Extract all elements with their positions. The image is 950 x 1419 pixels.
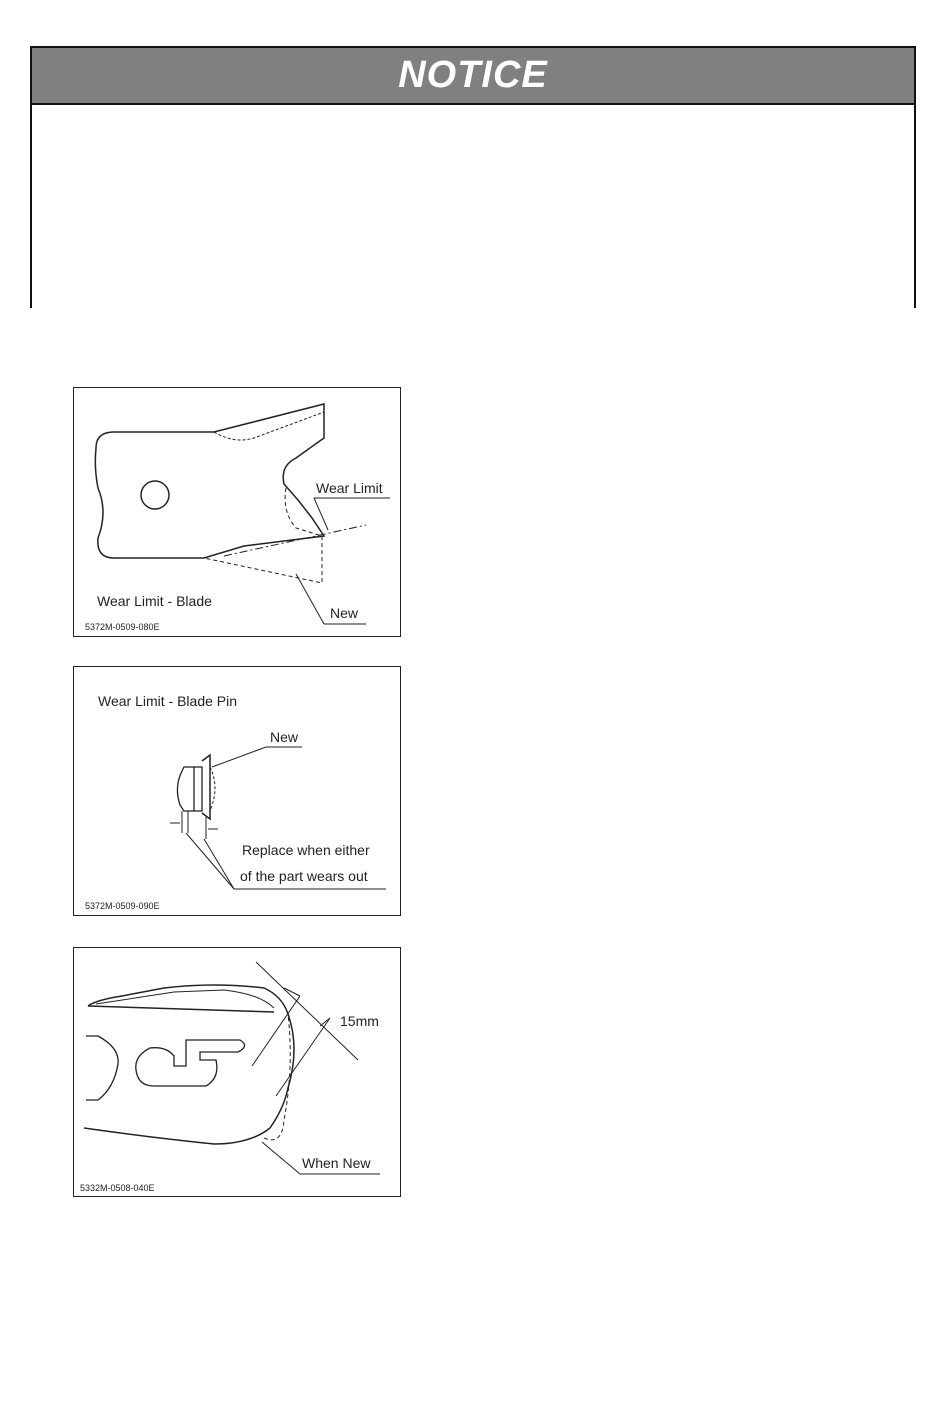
figure-code: 5372M-0509-090E [85,901,160,911]
bar-worn-nose [270,1088,288,1128]
label-wear-limit: Wear Limit [316,480,383,496]
label-new: New [330,605,359,621]
new-leader [212,747,266,767]
replace-leader-2 [204,839,234,889]
figure-blade-pin-wear-limit [73,666,401,916]
dim-line-outer [256,962,358,1060]
label-new: New [270,729,299,745]
figure-bar-wear [73,947,401,1197]
figure-code: 5372M-0509-080E [85,622,160,632]
blade-hole [141,481,169,509]
bar-left-cutout [86,1036,118,1100]
notice-box [30,46,916,308]
new-outline-dashed [204,488,322,583]
pin-head [177,767,194,811]
new-leader [296,574,324,624]
blade-diagram [74,388,402,638]
figure-code: 5332M-0508-040E [80,1183,155,1193]
replace-leader-1 [186,833,234,889]
bar-top-inner [96,990,274,1008]
bar-slot [136,1040,245,1086]
figure-blade-wear-limit [73,387,401,637]
pin-washer [202,755,210,819]
dim-arrow-1 [284,988,300,996]
label-dimension: 15mm [340,1013,379,1029]
figure-caption: Wear Limit - Blade Pin [98,693,238,709]
blade-outline [95,404,324,558]
wear-line-top [214,412,324,440]
label-when-new: When New [302,1155,371,1171]
blade-pin-diagram [74,667,402,917]
label-replace-line2: of the part wears out [240,868,368,884]
dim-ext-1 [276,1018,330,1096]
wear-limit-centerline [224,525,366,556]
bar-diagram [74,948,402,1198]
when-new-leader [262,1142,300,1174]
notice-title: NOTICE [398,54,548,96]
pin-shank [194,767,202,811]
notice-header [32,48,914,105]
figure-caption: Wear Limit - Blade [97,593,212,609]
bar-bottom-edge [84,1128,270,1144]
label-replace-line1: Replace when either [242,842,370,858]
bar-new-outline [264,1014,290,1140]
bar-rail [88,1006,274,1012]
